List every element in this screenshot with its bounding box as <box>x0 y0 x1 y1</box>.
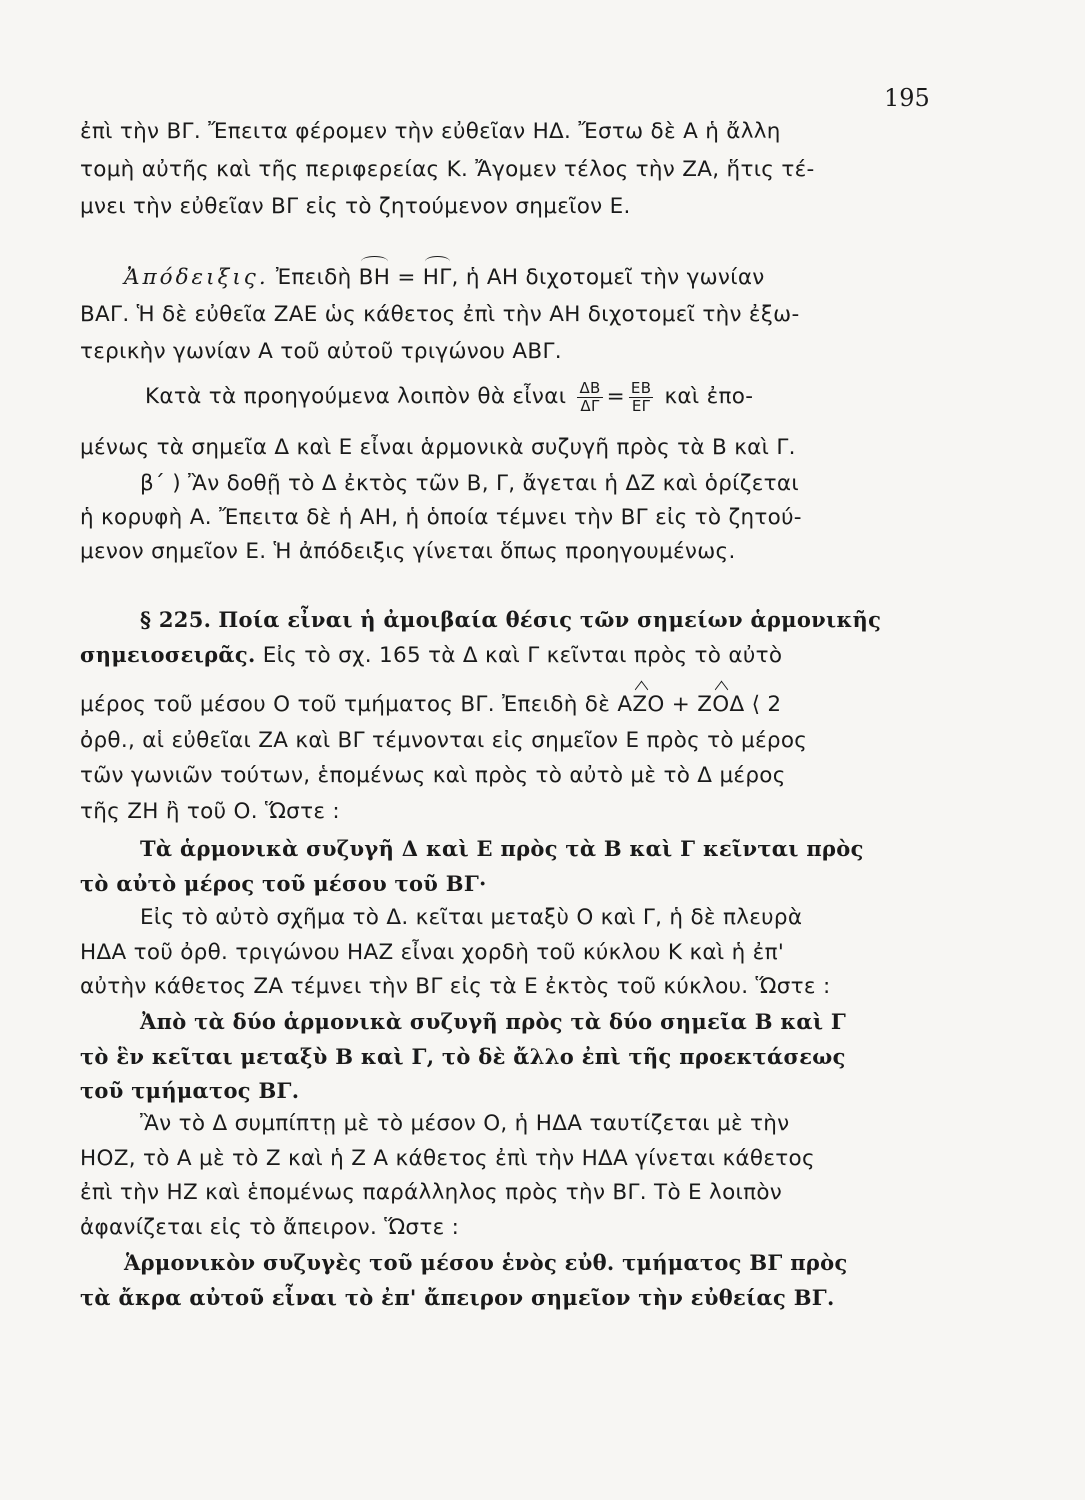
angle-zod: ΖΟΔ <box>697 690 744 720</box>
text-line: ΗΔΑ τοῦ ὀρθ. τριγώνου ΗΑΖ εἶναι χορδὴ τοῦ κύκλου Κ καὶ ἡ ἐπ' <box>80 940 785 965</box>
angle-line <box>80 690 940 720</box>
fraction-denominator: ΕΓ <box>631 396 651 415</box>
equals-sign: = <box>390 265 423 290</box>
page-number: 195 <box>884 84 930 112</box>
proof-text: Ἐπειδὴ <box>275 265 352 290</box>
proof-text-rest: , ἡ ΑΗ διχοτομεῖ τὴν γωνίαν <box>451 265 765 290</box>
section-title-line <box>80 640 940 671</box>
ratio-text: Κατὰ τὰ προηγούμενα λοιπὸν θὰ εἶναι <box>145 384 567 409</box>
fraction-denominator: ΔΓ <box>580 396 600 415</box>
text-line: τερικὴν γωνίαν Α τοῦ αὐτοῦ τριγώνου ΑΒΓ. <box>80 339 562 364</box>
text-line: ὀρθ., αἱ εὐθεῖαι ΖΑ καὶ ΒΓ τέμνονται εἰς σημεῖον Ε πρὸς τὸ μέρος <box>80 728 808 753</box>
text-line: ΗΟΖ, τὸ Α μὲ τὸ Ζ καὶ ἡ Ζ Α κάθετος ἐπὶ τὴν ΗΔΑ γίνεται κάθετος <box>80 1146 815 1171</box>
theorem-line: τὸ αὐτὸ μέρος τοῦ μέσου τοῦ ΒΓ· <box>80 871 487 896</box>
section-title-end: σημειοσειρᾶς. <box>80 642 256 667</box>
text-line: τῶν γωνιῶν τούτων, ἑπομένως καὶ πρὸς τὸ αὐτὸ μὲ τὸ Δ μέρος <box>80 763 786 788</box>
arc-hg: ΗΓ <box>423 263 452 293</box>
fraction-eb-eg <box>629 380 653 415</box>
theorem-line: τὰ ἄκρα αὐτοῦ εἶναι τὸ ἐπ' ἄπειρον σημεῖον τὴν εὐθείας ΒΓ. <box>80 1285 835 1310</box>
fraction-db-dg <box>577 380 602 415</box>
text-line: τομὴ αὐτῆς καὶ τῆς περιφερείας Κ. Ἄγομεν τέλος τὴν ΖΑ, ἥτις τέ- <box>80 157 815 182</box>
text-line: Ἂν τὸ Δ συμπίπτῃ μὲ τὸ μέσον Ο, ἡ ΗΔΑ ταυτίζεται μὲ τὴν <box>140 1111 790 1136</box>
angle-azo: ΑΖΟ <box>617 690 664 720</box>
text-line: μενον σημεῖον Ε. Ἡ ἀπόδειξις γίνεται ὅπως προηγουμένως. <box>80 539 736 564</box>
theorem-line: τὸ ἓν κεῖται μεταξὺ Β καὶ Γ, τὸ δὲ ἄλλο ἐπὶ τῆς προεκτάσεως <box>80 1044 846 1069</box>
equals-sign: = <box>606 384 625 409</box>
arc-bh: ΒΗ <box>359 263 391 293</box>
section-heading-line <box>140 605 940 636</box>
text-line: μνει τὴν εὐθεῖαν ΒΓ εἰς τὸ ζητούμενον σημεῖον Ε. <box>80 194 631 219</box>
text-line: ΒΑΓ. Ἡ δὲ εὐθεῖα ΖΑΕ ὡς κάθετος ἐπὶ τὴν ΑΗ διχοτομεῖ τὴν ἐξω- <box>80 302 800 327</box>
text-line: ἀφανίζεται εἰς τὸ ἄπειρον. Ὥστε : <box>80 1215 460 1240</box>
fraction-numerator: ΔΒ <box>579 378 601 397</box>
text-line: μένως τὰ σημεῖα Δ καὶ Ε εἶναι ἁρμονικὰ συζυγῆ πρὸς τὰ Β καὶ Γ. <box>80 435 796 460</box>
section-text: Εἰς τὸ σχ. 165 τὰ Δ καὶ Γ κεῖνται πρὸς τὸ αὐτὸ <box>262 643 783 668</box>
ratio-text-rest: καὶ ἐπο- <box>664 384 754 409</box>
text-line: τῆς ΖΗ ἢ τοῦ Ο. Ὥστε : <box>80 799 340 824</box>
theorem-line: Ἁρμονικὸν συζυγὲς τοῦ μέσου ἑνὸς εὐθ. τμήματος ΒΓ πρὸς <box>124 1250 848 1275</box>
plus-sign: + <box>664 692 698 717</box>
text-line: β΄ ) Ἂν δοθῇ τὸ Δ ἐκτὸς τῶν Β, Γ, ἄγεται ἡ ΔΖ καὶ ὁρίζεται <box>140 471 799 496</box>
theorem-line: Τὰ ἁρμονικὰ συζυγῆ Δ καὶ Ε πρὸς τὰ Β καὶ Γ κεῖνται πρὸς <box>140 836 864 861</box>
fraction-numerator: ΕΒ <box>630 378 652 397</box>
text-line: αὐτὴν κάθετος ΖΑ τέμνει τὴν ΒΓ εἰς τὰ Ε ἐκτὸς τοῦ κύκλου. Ὥστε : <box>80 974 831 999</box>
angle-text-rest: ⟨ 2 <box>744 692 782 717</box>
text-line: ἐπὶ τὴν ΒΓ. Ἔπειτα φέρομεν τὴν εὐθεῖαν ΗΔ. Ἔστω δὲ Α ἡ ἄλλη <box>80 119 781 144</box>
text-line: Εἰς τὸ αὐτὸ σχῆμα τὸ Δ. κεῖται μεταξὺ Ο καὶ Γ, ἡ δὲ πλευρὰ <box>140 905 803 930</box>
proof-line <box>124 263 940 293</box>
angle-text: μέρος τοῦ μέσου Ο τοῦ τμήματος ΒΓ. Ἐπειδὴ δὲ <box>80 692 611 717</box>
text-line: ἐπὶ τὴν ΗΖ καὶ ἑπομένως παράλληλος πρὸς τὴν ΒΓ. Τὸ Ε λοιπὸν <box>80 1180 783 1205</box>
theorem-line: τοῦ τμήματος ΒΓ. <box>80 1078 300 1103</box>
proof-heading: Ἀπόδειξις. <box>124 265 269 290</box>
section-number: § 225. <box>140 607 212 632</box>
section-title: Ποία εἶναι ἡ ἀμοιβαία θέσις τῶν σημείων ἁρμονικῆς <box>218 607 882 632</box>
ratio-line <box>145 377 940 417</box>
theorem-line: Ἀπὸ τὰ δύο ἁρμονικὰ συζυγῆ πρὸς τὰ δύο σημεῖα Β καὶ Γ <box>140 1009 847 1034</box>
text-line: ἡ κορυφὴ Α. Ἔπειτα δὲ ἡ ΑΗ, ἡ ὁποία τέμνει τὴν ΒΓ εἰς τὸ ζητού- <box>80 505 802 530</box>
